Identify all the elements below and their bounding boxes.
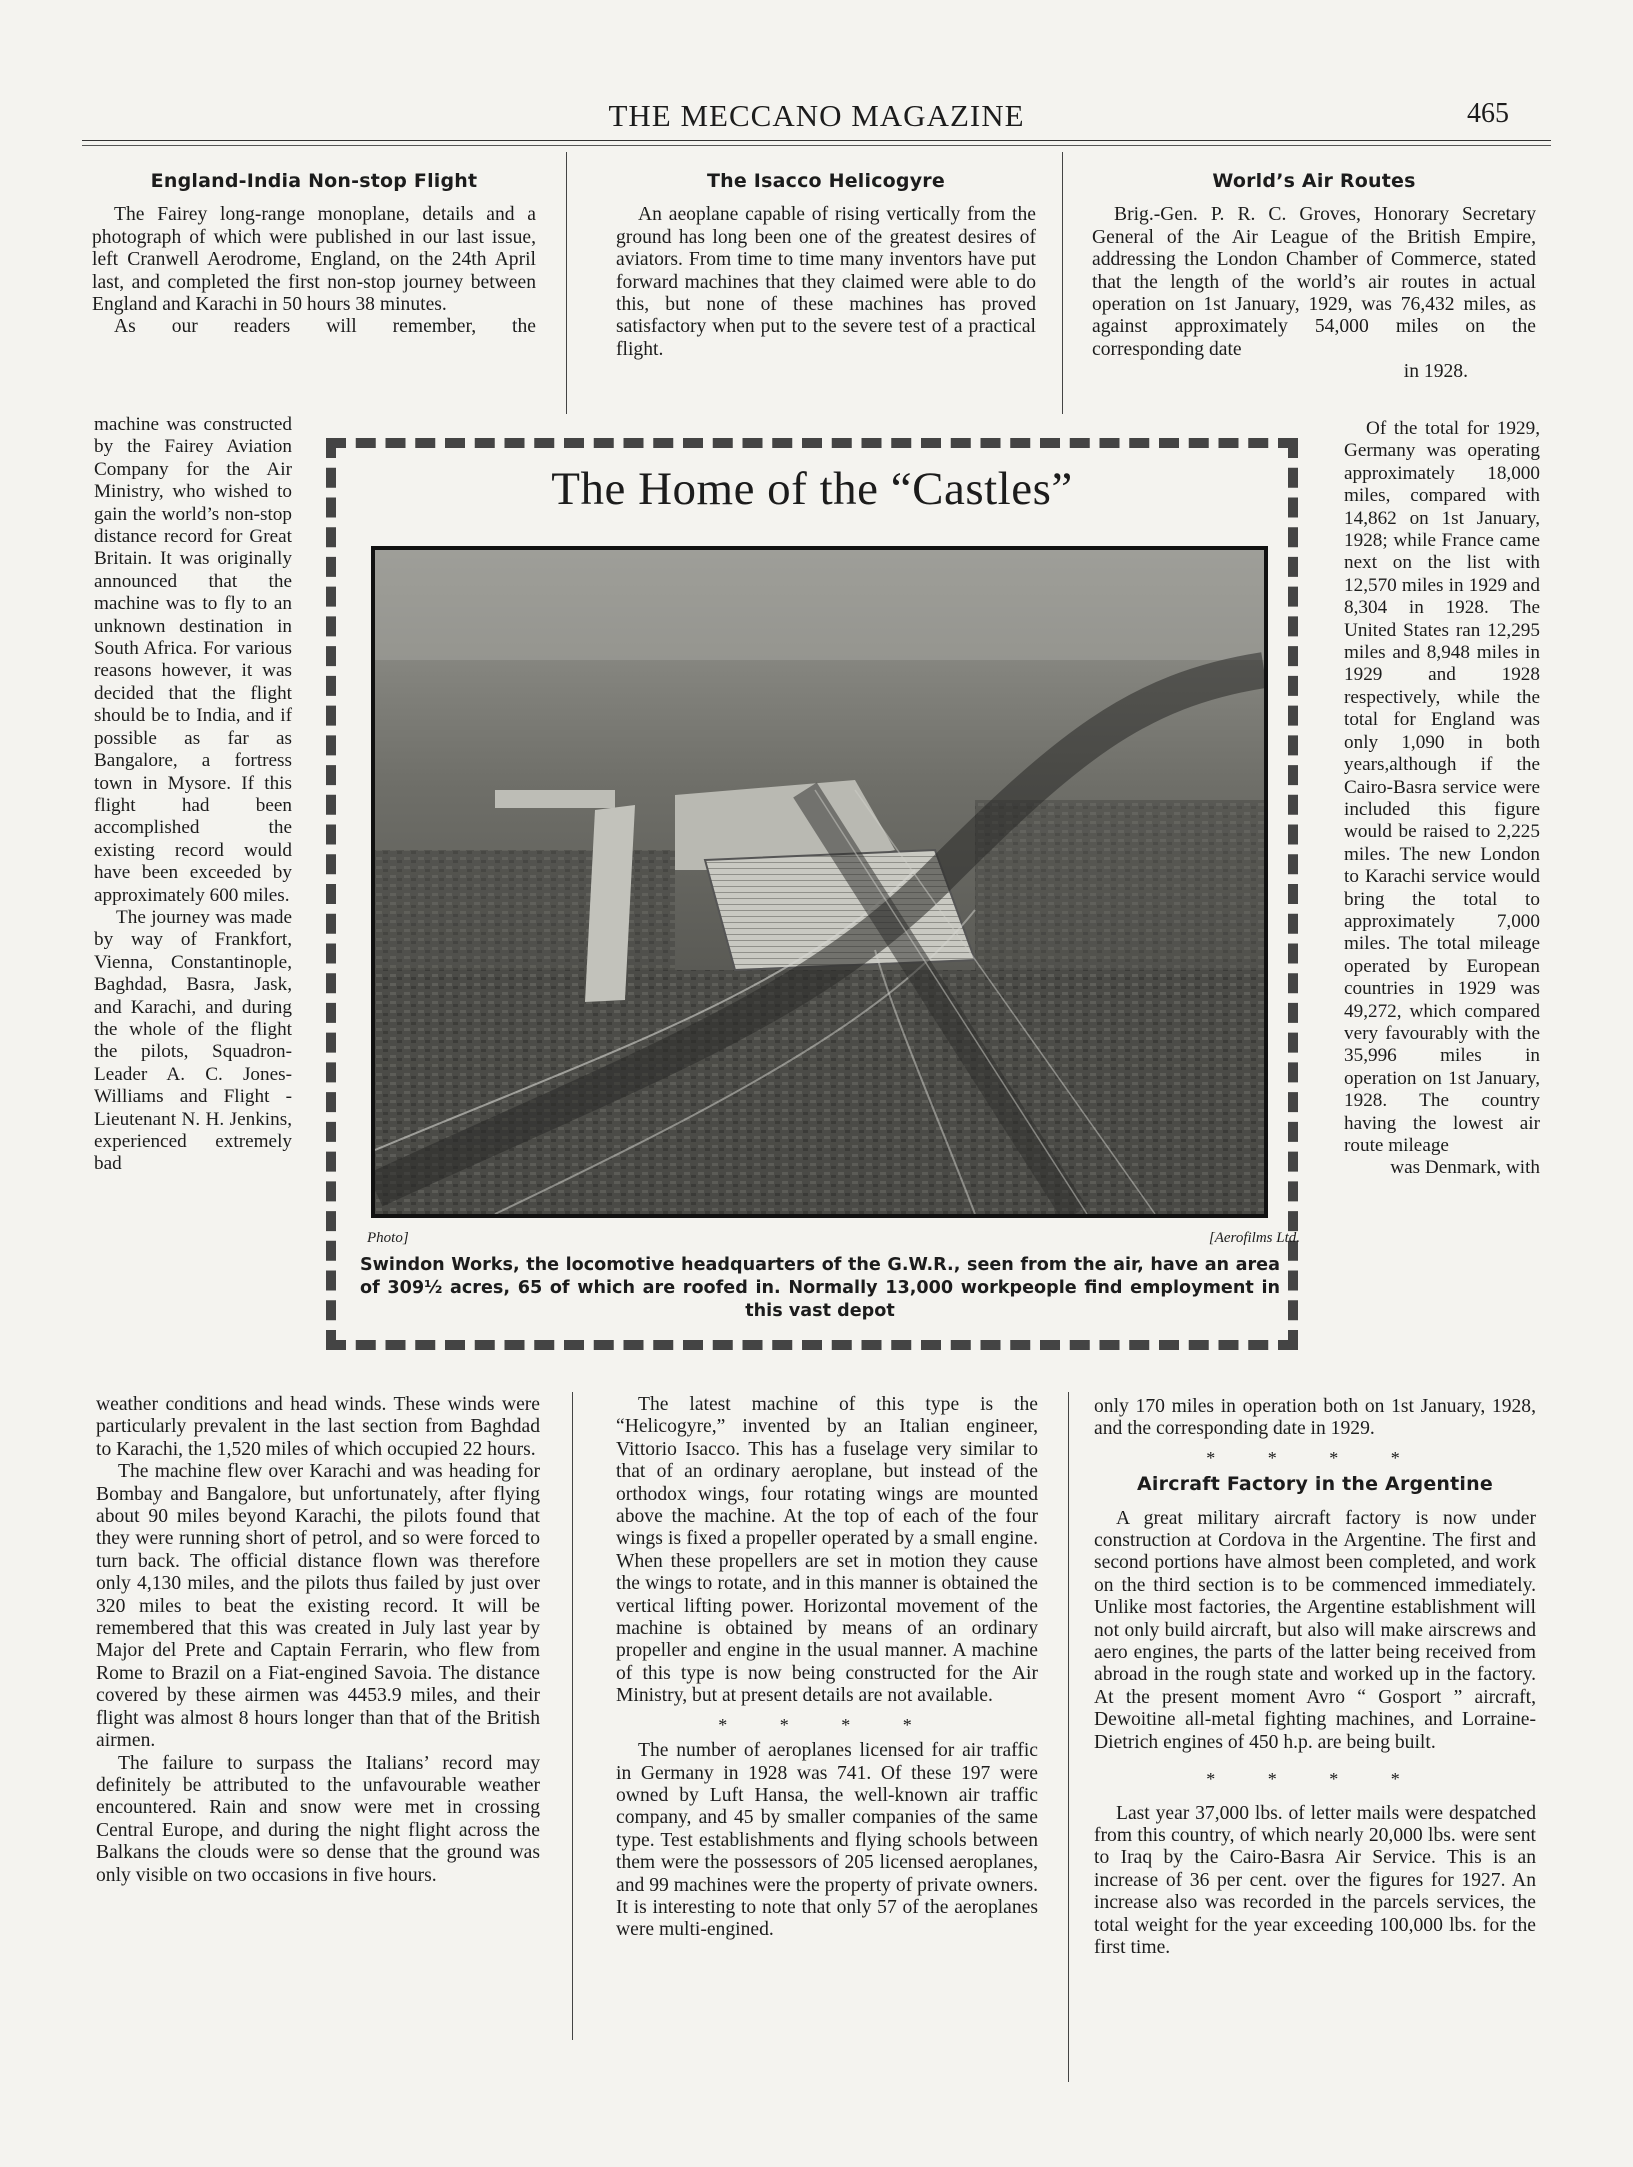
column-3-bottom xyxy=(1094,1396,1536,1959)
paragraph: weather conditions and head winds. These winds were particularly prevalent in the last section from Baghdad to Karachi, the 1,520 miles of which occupied 22 hours. xyxy=(96,1394,540,1460)
photo-credit-label: Photo] xyxy=(367,1230,409,1246)
paragraph: The number of aeroplanes licensed for air traffic in Germany in 1928 was 741. Of these 197 were owned by Luft Hansa, the well-known air traffic company, and 45 by smaller companies of the same type. Test establishments and flying schools between them were the possessors of 205 licensed aeroplanes, and 99 machines were the property of private owners. It is interesting to note that only 57 of the aeroplanes were multi-engined. xyxy=(616,1740,1038,1941)
header-rule xyxy=(82,140,1551,141)
paragraph: The latest machine of this type is the “Helicogyre,” invented by an Italian engineer, Vittorio Isacco. This has a fuselage very similar to that of an ordinary aeroplane, but instead of the orthodox wings, four rotating wings are mounted above the machine. At the top of each of the four wings is fixed a propeller operated by a small engine. When these propellers are set in motion they cause the wings to rotate, and in this manner is obtained the vertical lifting power. Horizontal movement of the machine is obtained by means of an ordinary propeller and engine in the usual manner. A machine of this type is now being constructed for the Air Ministry, but at present details are not available. xyxy=(616,1394,1038,1707)
column-divider xyxy=(572,1392,573,2040)
section-separator: * * * * xyxy=(1206,1769,1424,1790)
section-separator: * * * * xyxy=(718,1714,936,1735)
header-rule-thin xyxy=(82,145,1551,146)
article-heading: The Isacco Helicogyre xyxy=(707,170,945,192)
column-divider xyxy=(1068,1392,1069,2082)
photo-credit: [Aerofilms Ltd. xyxy=(1208,1230,1300,1246)
article-heading: Aircraft Factory in the Argentine xyxy=(1137,1473,1493,1496)
column-1-top xyxy=(92,170,536,339)
paragraph: The failure to surpass the Italians’ record may definitely be attributed to the unfavourable weather encountered. Rain and snow were met in crossing Central Europe, and during the night flight across the Balkans the clouds were so dense that the ground was only visible on two occasions in five hours. xyxy=(96,1752,540,1886)
page-number: 465 xyxy=(1467,98,1509,129)
paragraph: only 170 miles in operation both on 1st January, 1928, and the corresponding date in 1929. xyxy=(1094,1396,1536,1440)
paragraph: An aeoplane capable of rising vertically from the ground has long been one of the greatest desires of aviators. From time to time many inventors have put forward machines that they claimed were able to do this, but none of these machines has proved satisfactory when put to the severe test of a practical flight. xyxy=(616,204,1036,360)
column-2-top xyxy=(616,170,1036,361)
text-line: was Denmark, with xyxy=(1390,1157,1540,1179)
column-2-bottom xyxy=(616,1394,1038,1942)
swindon-works-aerial-image xyxy=(375,550,1264,1214)
column-3-top xyxy=(1092,170,1536,384)
paragraph: As our readers will remember, the xyxy=(114,316,536,338)
paragraph: The machine flew over Karachi and was heading for Bombay and Bangalore, but unfortunately, after flying about 90 miles beyond Karachi, the pilots found that they were running short of petrol, and so were forced to turn back. The official distance flown was therefore only 4,130 miles, and the pilots thus failed by just over 320 miles to beat the existing record. It will be remembered that this was created in July last year by Major del Prete and Captain Ferrarin, who flew from Rome to Brazil on a Fiat-engined Savoia. The distance covered by these airmen was 4453.9 miles, and their flight was almost 8 hours longer than that of the British airmen. xyxy=(96,1461,540,1752)
section-separator: * * * * xyxy=(1206,1447,1424,1468)
paragraph: The Fairey long-range monoplane, details and a photograph of which were published in our last issue, left Cranwell Aerodrome, England, on the 24th April last, and completed the first non-stop journey between England and Karachi in 50 hours 38 minutes. xyxy=(92,204,536,316)
column-3-narrow xyxy=(1344,418,1540,1180)
paragraph: Of the total for 1929, Germany was operating approximately 18,000 miles, compared with 14,862 on 1st January, 1928; while France came next on the list with 12,570 miles in 1929 and 8,304 in 1928. The United States ran 12,295 miles and 8,948 miles in 1929 and 1928 respectively, while the total for England was only 1,090 in both years,although if the Cairo-Basra service were included this figure would be raised to 2,225 miles. The new London to Karachi service would bring the total to approximately 7,000 miles. The total mileage operated by European countries in 1929 was 49,272, which compared very favourably with the 35,996 miles in operation on 1st January, 1928. The country having the lowest air route mileage xyxy=(1344,418,1540,1156)
column-divider xyxy=(1062,152,1063,414)
article-heading: England-India Non-stop Flight xyxy=(150,170,478,192)
magazine-title: THE MECCANO MAGAZINE xyxy=(608,98,1025,133)
column-1-narrow xyxy=(94,414,292,1176)
paragraph: machine was constructed by the Fairey Aviation Company for the Air Ministry, who wished to gain the world’s non-stop distance record for Great Britain. It was originally announced that the machine was to fly to an unknown destination in South Africa. For various reasons however, it was decided that the flight should be to India, and if possible as far as Bangalore, a fortress town in Mysore. If this flight had been accomplished the existing record would have been exceeded by approximately 600 miles. xyxy=(94,414,292,906)
paragraph: A great military aircraft factory is now under construction at Cordova in the Argentine. The first and second portions have almost been completed, and work on the third section is to be commenced immediately. Unlike most factories, the Argentine establishment will not only build aircraft, but also will make airscrews and aero engines, the parts of the latter being received from abroad in the rough state and worked up in the factory. At the present moment Avro “ Gosport ” aircraft, Dewoitine all-metal fighting machines, and Lorraine-Dietrich engines of 450 h.p. are being built. xyxy=(1094,1507,1536,1753)
paragraph: Brig.-Gen. P. R. C. Groves, Honorary Secretary General of the Air League of the British Empire, addressing the London Chamber of Commerce, stated that the length of the world’s air routes in actual operation on 1st January, 1929, was 76,432 miles, as against approximately 54,000 miles on the corresponding date xyxy=(1092,204,1536,360)
aerial-photograph xyxy=(371,546,1268,1218)
photo-caption: Swindon Works, the locomotive headquarters of the G.W.R., seen from the air, have an area of 309½ acres, 65 of which are roofed in. Normally 13,000 workpeople find employment in this vast depot xyxy=(360,1255,1280,1321)
paragraph: Last year 37,000 lbs. of letter mails were despatched from this country, of which nearly 20,000 lbs. were sent to Iraq by the Cairo-Basra Air Service. This is an increase of 36 per cent. over the figures for 1927. An increase also was recorded in the parcels services, the total weight for the year exceeding 100,000 lbs. for the first time. xyxy=(1094,1802,1536,1958)
feature-title: The Home of the “Castles” xyxy=(551,463,1073,515)
column-1-bottom xyxy=(96,1394,540,1887)
article-heading: World’s Air Routes xyxy=(1212,170,1416,192)
text-line: in 1928. xyxy=(1403,361,1468,383)
column-divider xyxy=(566,152,567,414)
paragraph: The journey was made by way of Frankfort, Vienna, Constantinople, Baghdad, Basra, Jask, and Karachi, and during the whole of the flight the pilots, Squadron-Leader A. C. Jones-Williams and Flight - Lieutenant N. H. Jenkins, experienced extremely bad xyxy=(94,906,292,1175)
